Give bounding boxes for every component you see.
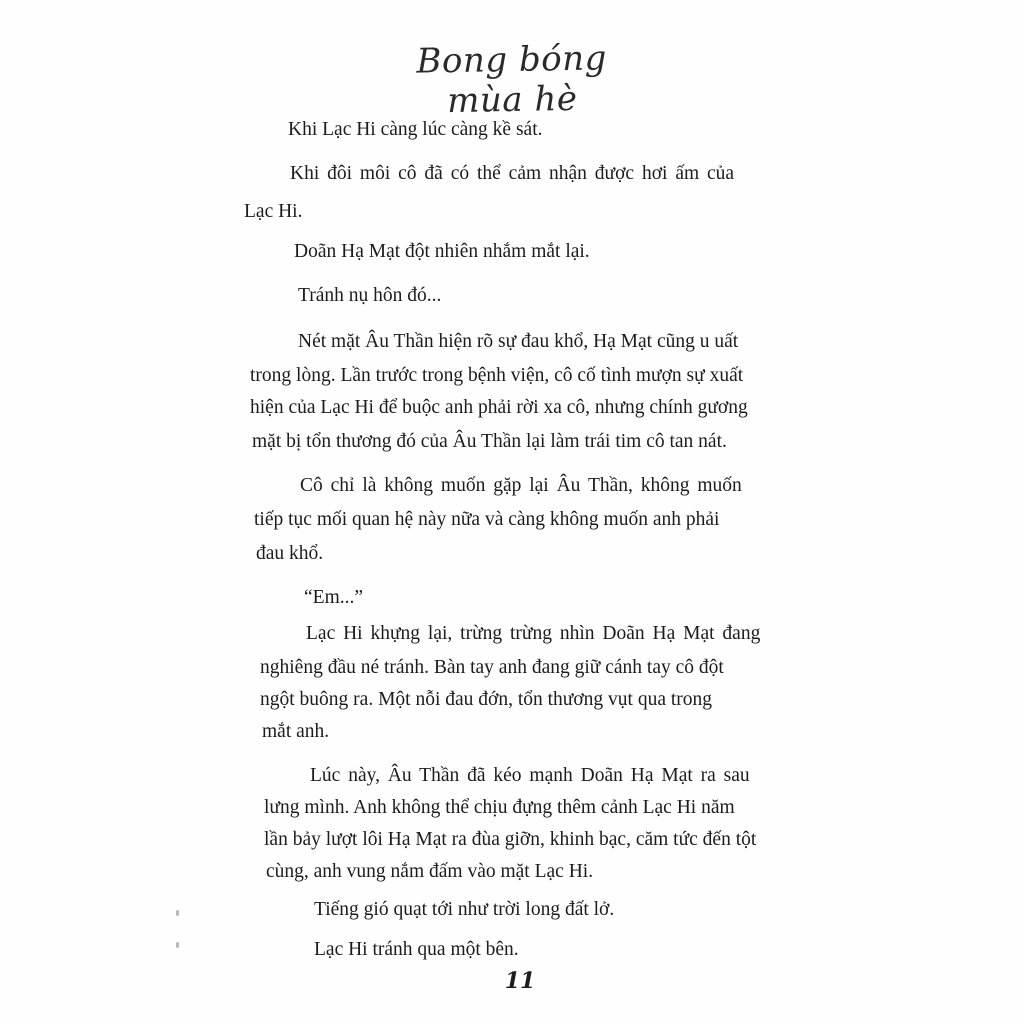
text-line: lưng mình. Anh không thể chịu đựng thêm cảnh Lạc Hi năm	[264, 797, 735, 818]
text-line: mắt anh.	[262, 721, 330, 742]
text-line: hiện của Lạc Hi để buộc anh phải rời xa cô, nhưng chính gương	[250, 397, 748, 418]
text-line: lần bảy lượt lôi Hạ Mạt ra đùa giỡn, khinh bạc, căm tức đến tột	[264, 829, 757, 850]
text-line: cùng, anh vung nắm đấm vào mặt Lạc Hi.	[266, 861, 594, 882]
text-line: nghiêng đầu né tránh. Bàn tay anh đang giữ cánh tay cô đột	[260, 657, 724, 678]
text-line: đau khổ.	[256, 543, 324, 564]
scan-speck	[176, 910, 179, 916]
text-line: Tiếng gió quạt tới như trời long đất lở.	[314, 899, 615, 920]
text-line: Khi Lạc Hi càng lúc càng kề sát.	[288, 119, 543, 140]
text-line: Khi đôi môi cô đã có thể cảm nhận được hơi ấm của	[290, 163, 735, 184]
text-line: Doãn Hạ Mạt đột nhiên nhắm mắt lại.	[294, 241, 590, 262]
text-line: Lạc Hi tránh qua một bên.	[314, 939, 519, 960]
text-line: “Em...”	[304, 587, 364, 608]
text-line: Lạc Hi.	[244, 201, 303, 222]
text-line: Nét mặt Âu Thần hiện rõ sự đau khổ, Hạ Mạt cũng u uất	[298, 331, 739, 352]
text-line: ngột buông ra. Một nỗi đau đớn, tổn thương vụt qua trong	[260, 689, 713, 710]
text-line: mặt bị tổn thương đó của Âu Thần lại làm trái tim cô tan nát.	[252, 431, 727, 452]
text-line: Cô chỉ là không muốn gặp lại Âu Thần, không muốn	[300, 475, 742, 496]
text-line: Tránh nụ hôn đó...	[298, 285, 442, 306]
text-line: tiếp tục mối quan hệ này nữa và càng không muốn anh phải	[254, 509, 720, 530]
text-line: Lạc Hi khựng lại, trừng trừng nhìn Doãn Hạ Mạt đang	[306, 623, 761, 644]
running-header-title: Bong bóng mùa hè	[416, 38, 608, 122]
page-number: 11	[504, 968, 536, 994]
scan-speck	[176, 942, 179, 948]
text-line: trong lòng. Lần trước trong bệnh viện, cô cố tình mượn sự xuất	[250, 365, 744, 386]
text-line: Lúc này, Âu Thần đã kéo mạnh Doãn Hạ Mạt ra sau	[310, 765, 750, 786]
